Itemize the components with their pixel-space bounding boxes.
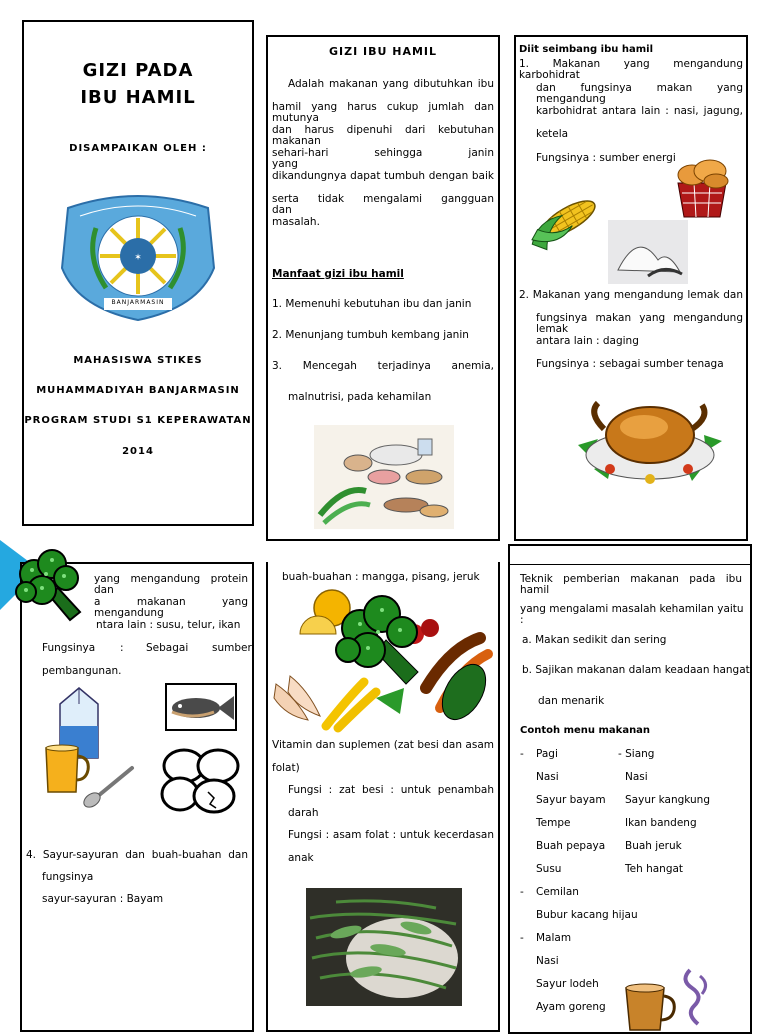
- technique-item: a. Makan sedikit dan sering: [522, 634, 667, 646]
- technique-item-b-cont: dan menarik: [538, 695, 605, 707]
- menu-morning-item: Susu: [536, 863, 562, 875]
- benefit-item: 3. Mencegah terjadinya anemia,: [272, 360, 494, 372]
- menu-snack-label: Cemilan: [536, 886, 579, 898]
- definition-line: Adalah makanan yang dibutuhkan ibu: [288, 78, 494, 90]
- veg-example: sayur-sayuran : Bayam: [42, 893, 164, 905]
- definition-line: dikandungnya dapat tumbuh dengan baik: [272, 170, 494, 182]
- roast-chicken-image: [574, 385, 724, 489]
- menu-evening-label: Malam: [536, 932, 572, 944]
- menu-dash: -: [520, 932, 524, 944]
- hot-drink-image: [614, 966, 718, 1032]
- technique-intro-line: yang mengalami masalah kehamilan yaitu :: [520, 603, 744, 626]
- vitamin-line: Vitamin dan suplemen (zat besi dan asam: [272, 739, 494, 751]
- vitamin-line: folat): [272, 762, 300, 774]
- protein-function-word: sumber: [212, 642, 252, 654]
- cover-title-line1: GIZI PADA: [82, 60, 194, 81]
- iron-function: Fungsi : zat besi : untuk penambah: [288, 784, 494, 796]
- author-line1: MAHASISWA STIKES: [73, 355, 203, 366]
- menu-morning-item: Nasi: [536, 771, 559, 783]
- protein-line: a makanan yang mengandung: [94, 596, 248, 619]
- veg-line: 4. Sayur-sayuran dan buah-buahan dan: [26, 849, 248, 861]
- eggs-image: [158, 742, 244, 816]
- fruits-panel: [266, 562, 500, 1032]
- fish-image: [162, 682, 240, 732]
- diet-item1-line: ketela: [536, 128, 569, 140]
- diet-item1-function: Fungsinya : sumber energi: [536, 152, 676, 164]
- diet-heading: Diit seimbang ibu hamil: [519, 44, 653, 55]
- menu-morning-item: Sayur bayam: [536, 794, 606, 806]
- diet-item2-line: fungsinya makan yang mengandung lemak: [536, 312, 743, 335]
- diet-panel: [514, 35, 748, 541]
- protein-function-word: Sebagai: [146, 642, 189, 654]
- protein-function-line2: pembangunan.: [42, 665, 122, 677]
- spinach-image: [306, 888, 462, 1006]
- fruit-line: buah-buahan : mangga, pisang, jeruk: [282, 571, 480, 583]
- logo-label: BANJARMASIN: [111, 299, 165, 306]
- benefit-item: 2. Menunjang tumbuh kembang janin: [272, 329, 469, 341]
- menu-evening-item: Nasi: [536, 955, 559, 967]
- protein-line: ntara lain : susu, telur, ikan: [96, 619, 241, 631]
- presented-by: DISAMPAIKAN OLEH :: [69, 143, 207, 154]
- technique-item: b. Sajikan makanan dalam keadaan hangat: [522, 664, 750, 676]
- menu-morning-item: Buah pepaya: [536, 840, 606, 852]
- diet-item1-line: karbohidrat antara lain : nasi, jagung,: [536, 105, 743, 117]
- bread-basket-image: [670, 153, 734, 219]
- menu-snack-item: Bubur kacang hijau: [536, 909, 638, 921]
- menu-morning-item: Tempe: [536, 817, 571, 829]
- definition-line: hamil yang harus cukup jumlah dan mutunya: [272, 101, 494, 124]
- menu-noon-item: Ikan bandeng: [625, 817, 697, 829]
- menu-morning-label: Pagi: [536, 748, 558, 760]
- svg-text:✶: ✶: [134, 253, 142, 263]
- protein-panel: [20, 562, 254, 1032]
- menu-dash: -: [520, 748, 524, 760]
- diet-item1-line: dan fungsinya makan yang mengandung: [536, 82, 743, 105]
- protein-function-word: Fungsinya: [42, 642, 96, 654]
- technique-intro-line: Teknik pemberian makanan pada ibu hamil: [520, 573, 742, 596]
- institution-logo: [58, 188, 218, 322]
- broccoli-image: [12, 548, 92, 628]
- benefit-item: 1. Memenuhi kebutuhan ibu dan janin: [272, 298, 472, 310]
- definition-line: serta tidak mengalami gangguan dan: [272, 193, 494, 216]
- definition-line: dan harus dipenuhi dari kebutuhan makanan: [272, 124, 494, 147]
- menu-noon-label: - Siang: [618, 748, 655, 760]
- technique-panel: [508, 544, 752, 1034]
- benefit-item: malnutrisi, pada kehamilan: [288, 391, 432, 403]
- protein-function-word: :: [120, 642, 124, 654]
- folate-function: Fungsi : asam folat : untuk kecerdasan: [288, 829, 494, 841]
- definition-line: masalah.: [272, 216, 320, 228]
- benefits-heading: Manfaat gizi ibu hamil: [272, 268, 404, 280]
- cover-panel: [22, 20, 254, 526]
- program-name: PROGRAM STUDI S1 KEPERAWATAN: [24, 415, 252, 426]
- corn-image: [522, 185, 608, 261]
- author-line2: MUHAMMADIYAH BANJARMASIN: [36, 385, 240, 396]
- protein-line: yang mengandung protein dan: [94, 573, 248, 596]
- menu-evening-item: Ayam goreng: [536, 1001, 606, 1013]
- menu-evening-item: Sayur lodeh: [536, 978, 599, 990]
- menu-noon-item: Nasi: [625, 771, 648, 783]
- menu-dash: -: [520, 886, 524, 898]
- diet-item2-line: 2. Makanan yang mengandung lemak dan: [519, 289, 743, 301]
- menu-noon-item: Buah jeruk: [625, 840, 682, 852]
- menu-heading: Contoh menu makanan: [520, 725, 651, 736]
- iron-function: darah: [288, 807, 319, 819]
- flour-image: [608, 220, 688, 284]
- menu-noon-item: Teh hangat: [625, 863, 684, 875]
- veg-line: fungsinya: [42, 871, 94, 883]
- menu-noon-item: Sayur kangkung: [625, 794, 711, 806]
- diet-item2-line: antara lain : daging: [536, 335, 639, 347]
- spoon-image: [80, 764, 136, 808]
- diet-item2-function: Fungsinya : sebagai sumber tenaga: [536, 358, 724, 370]
- folate-function: anak: [288, 852, 314, 864]
- definition-line: sehari-hari sehingga janin yang: [272, 147, 494, 170]
- diet-item1-line: 1. Makanan yang mengandung karbohidrat: [519, 58, 743, 81]
- fruit-vegetables-image: [268, 588, 500, 734]
- definition-panel: [266, 35, 500, 541]
- cover-year: 2014: [122, 446, 154, 457]
- panel-divider: [510, 564, 750, 565]
- food-assortment-image: [314, 425, 454, 529]
- definition-heading: GIZI IBU HAMIL: [328, 45, 438, 58]
- cover-title-line2: IBU HAMIL: [80, 87, 196, 108]
